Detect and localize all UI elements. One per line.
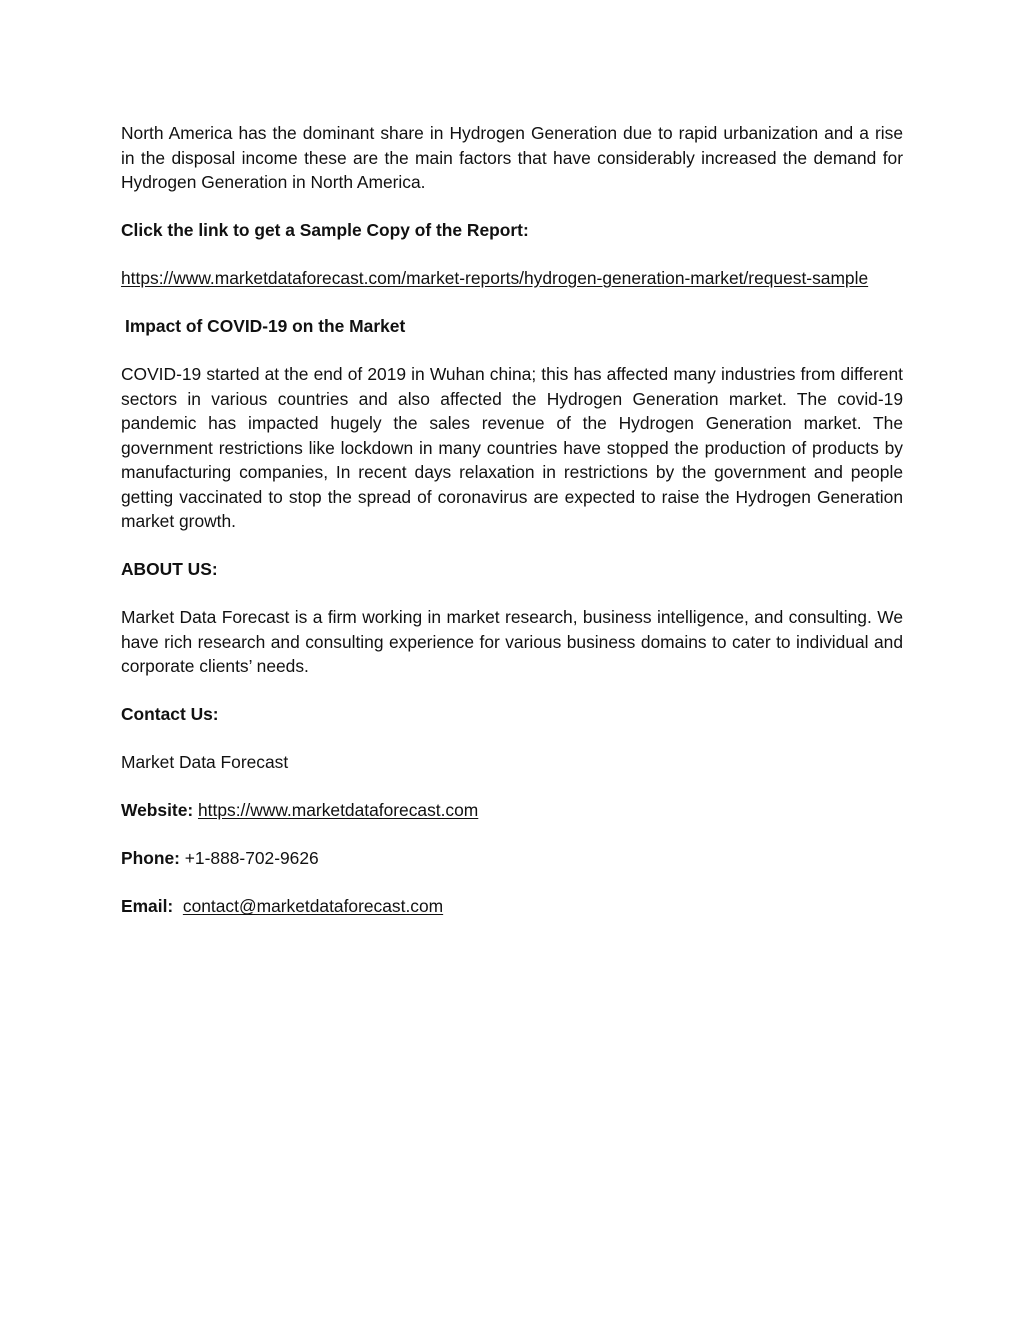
sample-heading: Click the link to get a Sample Copy of the Report: — [121, 220, 529, 240]
phone-number: +1-888-702-9626 — [184, 848, 319, 868]
contact-heading: Contact Us: — [121, 704, 219, 724]
email-link[interactable]: contact@marketdataforecast.com — [182, 896, 444, 916]
website-link[interactable]: https://www.marketdataforecast.com — [198, 800, 479, 820]
website-label: Website: — [121, 800, 194, 820]
email-line — [121, 894, 903, 919]
phone-line — [121, 846, 903, 871]
covid-heading: Impact of COVID-19 on the Market — [125, 316, 406, 336]
sample-report-link[interactable]: https://www.marketdataforecast.com/market-reports/hydrogen-generation-market/request-sample — [121, 268, 869, 288]
intro-paragraph: North America has the dominant share in Hydrogen Generation due to rapid urbanization and a rise in the disposal income these are the main factors that have considerably increased the demand for Hydrogen Generation in North America. — [121, 123, 903, 192]
email-label: Email: — [121, 896, 174, 916]
about-heading: ABOUT US: — [121, 559, 218, 579]
covid-paragraph: COVID-19 started at the end of 2019 in Wuhan china; this has affected many industries from different sectors in various countries and also affected the Hydrogen Generation market. The covid-19 pandemic has impacted hugely the sales revenue of the Hydrogen Generation market. The government restrictions like lockdown in many countries have stopped the production of products by manufacturing companies, In recent days relaxation in restrictions by the government and people getting vaccinated to stop the spread of coronavirus are expected to raise the Hydrogen Generation market growth. — [121, 364, 903, 531]
sample-link-paragraph — [121, 266, 903, 291]
document-page — [121, 121, 903, 942]
phone-label: Phone: — [121, 848, 180, 868]
website-line — [121, 798, 903, 823]
company-name: Market Data Forecast — [121, 752, 289, 772]
about-paragraph: Market Data Forecast is a firm working in market research, business intelligence, and consulting. We have rich research and consulting experience for various business domains to cater to individual and corporate clients’ needs. — [121, 607, 903, 676]
